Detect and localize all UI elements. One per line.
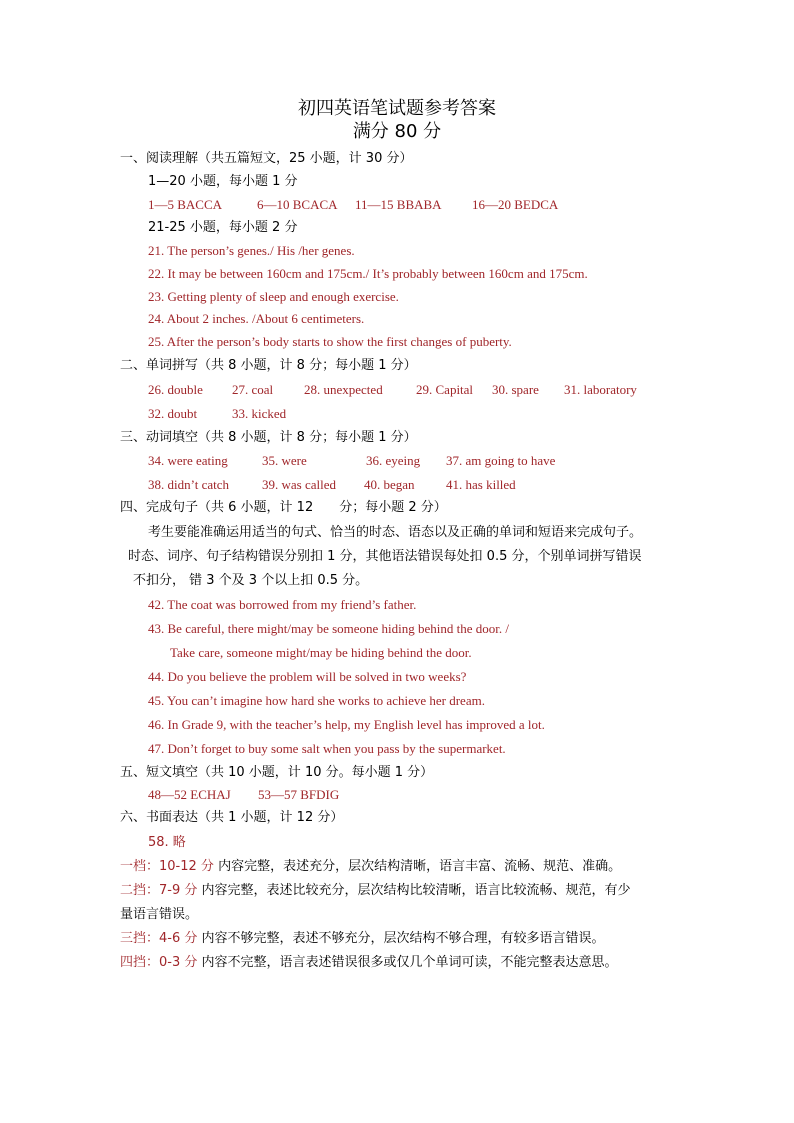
grade-3-text: 内容不够完整，表述不够充分，层次结构不够合理，有较多语言错误。 <box>197 931 605 946</box>
answer-41: 41. has killed <box>446 477 516 492</box>
grade-level-1 <box>120 859 621 875</box>
answers-48-52: 48—52 ECHAJ <box>148 787 231 802</box>
answer-58: 58. 略 <box>148 835 186 850</box>
grade-3-range: 4-6 分 <box>159 931 198 946</box>
page-title: 初四英语笔试题参考答案 <box>298 98 496 119</box>
grading-rule-3: 不扣分， 错 3 个及 3 个以上扣 0.5 分。 <box>133 573 369 588</box>
answer-29: 29. Capital <box>416 382 474 397</box>
answer-40: 40. began <box>364 477 415 492</box>
grade-4-label: 四挡： <box>120 955 160 970</box>
answer-21: 21. The person’s genes./ His /her genes. <box>148 243 355 258</box>
answer-34: 34. were eating <box>148 453 228 468</box>
answers-6-10: 6—10 BCACA <box>257 197 338 212</box>
section-1-note-2: 21-25 小题，每小题 2 分 <box>148 220 298 235</box>
section-6-heading: 六、书面表达（共 1 小题，计 12 分） <box>120 810 344 825</box>
answer-43-a: 43. Be careful, there might/may be someone hiding behind the door. / <box>148 621 510 636</box>
grade-3-label: 三挡： <box>120 931 160 946</box>
section-1-note-1: 1—20 小题，每小题 1 分 <box>148 174 298 189</box>
section-5-heading: 五、短文填空（共 10 小题，计 10 分。每小题 1 分） <box>120 765 434 780</box>
grade-level-4 <box>120 955 618 971</box>
section-3-heading: 三、动词填空（共 8 小题，计 8 分；每小题 1 分） <box>120 430 417 445</box>
grade-1-range: 10-12 分 <box>159 859 214 874</box>
grading-rule-2: 时态、词序、句子结构错误分别扣 1 分，其他语法错误每处扣 0.5 分，个别单词拼写错误 <box>128 549 642 564</box>
section-1-heading: 一、阅读理解（共五篇短文，25 小题，计 30 分） <box>120 151 413 166</box>
answers-16-20: 16—20 BEDCA <box>472 197 559 212</box>
answer-38: 38. didn’t catch <box>148 477 229 492</box>
answer-47: 47. Don’t forget to buy some salt when you pass by the supermarket. <box>148 741 506 756</box>
answer-36: 36. eyeing <box>366 453 421 468</box>
answer-26: 26. double <box>148 382 203 397</box>
answer-44: 44. Do you believe the problem will be solved in two weeks? <box>148 669 467 684</box>
answer-27: 27. coal <box>232 382 274 397</box>
answer-28: 28. unexpected <box>304 382 383 397</box>
answer-25: 25. After the person’s body starts to show the first changes of puberty. <box>148 334 512 349</box>
grade-level-2 <box>120 883 631 899</box>
answer-24: 24. About 2 inches. /About 6 centimeters. <box>148 311 365 326</box>
answer-42: 42. The coat was borrowed from my friend’s father. <box>148 597 417 612</box>
grading-rule-1: 考生要能准确运用适当的句式、恰当的时态、语态以及正确的单词和短语来完成句子。 <box>148 525 643 540</box>
answer-30: 30. spare <box>492 382 539 397</box>
section-2-heading: 二、单词拼写（共 8 小题，计 8 分；每小题 1 分） <box>120 358 417 373</box>
answers-53-57: 53—57 BFDIG <box>258 787 340 802</box>
answer-31: 31. laboratory <box>564 382 637 397</box>
grade-1-label: 一档： <box>120 859 160 874</box>
answer-23: 23. Getting plenty of sleep and enough exercise. <box>148 289 399 304</box>
grade-4-text: 内容不完整，语言表述错误很多或仅几个单词可读，不能完整表达意思。 <box>197 955 618 970</box>
answer-37: 37. am going to have <box>446 453 556 468</box>
page-subtitle: 满分 80 分 <box>352 121 442 142</box>
answer-39: 39. was called <box>262 477 337 492</box>
answer-46: 46. In Grade 9, with the teacher’s help, my English level has improved a lot. <box>148 717 545 732</box>
grade-4-range: 0-3 分 <box>159 955 198 970</box>
grade-2-range: 7-9 分 <box>159 883 198 898</box>
answer-43-b: Take care, someone might/may be hiding behind the door. <box>170 645 472 660</box>
answers-11-15: 11—15 BBABA <box>355 197 442 212</box>
answers-1-5: 1—5 BACCA <box>148 197 223 212</box>
answer-33: 33. kicked <box>232 406 287 421</box>
grade-2-text: 内容完整，表述比较充分，层次结构比较清晰，语言比较流畅、规范，有少 <box>197 883 631 898</box>
answer-45: 45. You can’t imagine how hard she works to achieve her dream. <box>148 693 485 708</box>
grade-level-2-cont: 量语言错误。 <box>120 907 199 922</box>
grade-1-text: 内容完整，表述充分，层次结构清晰，语言丰富、流畅、规范、准确。 <box>213 859 622 874</box>
section-4-heading: 四、完成句子（共 6 小题，计 12 分；每小题 2 分） <box>120 500 447 515</box>
answer-22: 22. It may be between 160cm and 175cm./ It’s probably between 160cm and 175cm. <box>148 266 588 281</box>
grade-level-3 <box>120 931 605 947</box>
answer-35: 35. were <box>262 453 307 468</box>
answer-32: 32. doubt <box>148 406 198 421</box>
grade-2-label: 二挡： <box>120 883 160 898</box>
